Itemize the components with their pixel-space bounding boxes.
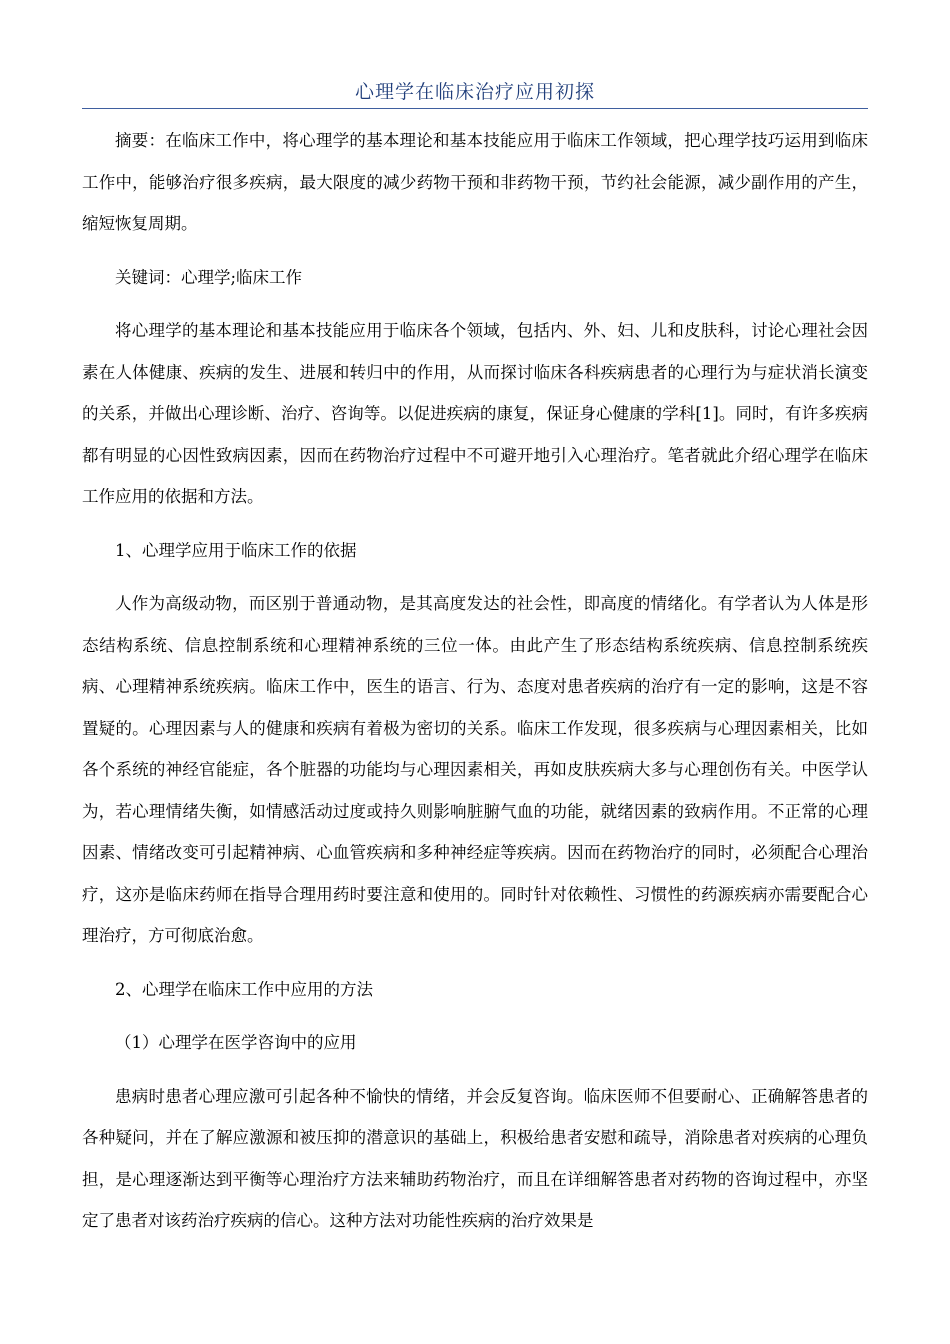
keywords-line: 关键词：心理学;临床工作: [115, 267, 303, 287]
abstract-paragraph: 摘要：在临床工作中，将心理学的基本理论和基本技能应用于临床工作领域，把心理学技巧运用到临床工作中，能够治疗很多疾病，最大限度的减少药物干预和非药物干预，节约社会能源，减少副作用的产生，缩短恢复周期。: [82, 131, 868, 233]
page-title: 心理学在临床治疗应用初探: [354, 81, 595, 103]
document-body: [82, 120, 868, 1242]
section-2-heading: 2、心理学在临床工作中应用的方法: [115, 979, 373, 999]
subsection-1-paragraph: 患病时患者心理应激可引起各种不愉快的情绪，并会反复咨询。临床医师不但要耐心、正确解答患者的各种疑问，并在了解应激源和被压抑的潜意识的基础上，积极给患者安慰和疏导，消除患者对疾病的心理负担，是心理逐渐达到平衡等心理治疗方法来辅助药物治疗，而且在详细解答患者对药物的咨询过程中，亦坚定了患者对该药治疗疾病的信心。这种方法对功能性疾病的治疗效果是: [82, 1086, 868, 1230]
subsection-1-heading: （1）心理学在医学咨询中的应用: [115, 1033, 357, 1052]
title-divider: [82, 108, 868, 109]
intro-paragraph: 将心理学的基本理论和基本技能应用于临床各个领域，包括内、外、妇、儿和皮肤科，讨论心理社会因素在人体健康、疾病的发生、进展和转归中的作用，从而探讨临床各科疾病患者的心理行为与症状消长演变的关系，并做出心理诊断、治疗、咨询等。以促进疾病的康复，保证身心健康的学科[1]。同时，有许多疾病都有明显的心因性致病因素，因而在药物治疗过程中不可避开地引入心理治疗。笔者就此介绍心理学在临床工作应用的依据和方法。: [82, 321, 868, 506]
section-1-heading: 1、心理学应用于临床工作的依据: [115, 540, 357, 560]
section-1-paragraph: 人作为高级动物，而区别于普通动物，是其高度发达的社会性，即高度的情绪化。有学者认为人体是形态结构系统、信息控制系统和心理精神系统的三位一体。由此产生了形态结构系统疾病、信息控制系统疾病、心理精神系统疾病。临床工作中，医生的语言、行为、态度对患者疾病的治疗有一定的影响，这是不容置疑的。心理因素与人的健康和疾病有着极为密切的关系。临床工作发现，很多疾病与心理因素相关，比如各个系统的神经官能症，各个脏器的功能均与心理因素相关，再如皮肤疾病大多与心理创伤有关。中医学认为，若心理情绪失衡，如情感活动过度或持久则影响脏腑气血的功能，就绪因素的致病作用。不正常的心理因素、情绪改变可引起精神病、心血管疾病和多种神经症等疾病。因而在药物治疗的同时，必须配合心理治疗，这亦是临床药师在指导合理用药时要注意和使用的。同时针对依赖性、习惯性的药源疾病亦需要配合心理治疗，方可彻底治愈。: [82, 594, 868, 945]
